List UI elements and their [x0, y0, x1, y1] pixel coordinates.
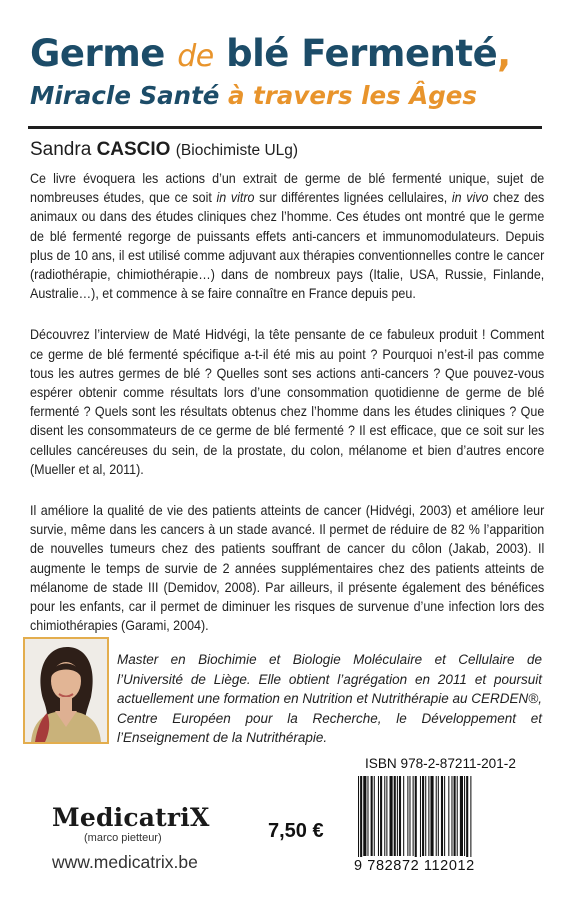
barcode-bar — [386, 776, 387, 856]
barcode-bar — [360, 776, 362, 862]
author-line — [30, 138, 298, 163]
barcode-bar — [413, 776, 414, 856]
barcode-bar — [428, 776, 429, 856]
barcode-bar — [367, 776, 368, 856]
barcode-bar — [430, 776, 433, 856]
barcode-bar — [407, 776, 408, 856]
book-title — [30, 32, 511, 79]
subtitle-accent: à travers les Âges — [227, 81, 477, 110]
blurb-paragraph-1-segment: in vitro — [216, 190, 255, 206]
barcode-bar — [415, 776, 417, 862]
title-divider — [28, 126, 542, 129]
author-portrait-illustration — [25, 639, 107, 742]
blurb-paragraph-1 — [30, 169, 544, 303]
author-first-name: Sandra — [30, 139, 92, 160]
barcode-bar — [384, 776, 385, 856]
barcode-bar — [460, 776, 463, 856]
barcode-bar — [397, 776, 398, 856]
author-bio: Master en Biochimie et Biologie Moléculaire et Cellulaire de l’Université de Liège. Elle obtient l’agrégation en 2011 et poursuit actuellement une formation en Nutrition et Nutrithérapie au CERDEN®, Centre Européen pour la Recherche, le Développement et l’Enseignement de la Nutrithérapie. — [117, 652, 542, 746]
barcode-bar — [448, 776, 449, 856]
barcode-bar — [394, 776, 396, 856]
barcode-bar — [441, 776, 443, 856]
barcode-bar — [451, 776, 452, 856]
blurb-paragraph-1-segment: chez des animaux ou dans des études cliniques chez l’homme. Ces études ont montré que le germe de blé fermenté regorge de puissants effets anti-cancers et immunomodulateurs. Depuis plus de 10 ans, il est utilisé comme adjuvant aux thérapies conventionnelles contre le cancer (radiothérapie, chimiothérapie…) dans de nombreux pays (Italie, USA, Russie, Finlande, Australie…), et commence à se faire connaître en France depuis peu. — [30, 190, 545, 302]
subtitle-part1: Miracle Santé — [30, 81, 228, 110]
barcode-bar — [425, 776, 426, 856]
barcode-bar — [444, 776, 445, 856]
isbn-label: ISBN 978-2-87211-201-2 — [365, 756, 516, 771]
barcode-bar — [436, 776, 437, 856]
barcode-bar — [399, 776, 401, 856]
barcode-bar — [422, 776, 424, 856]
barcode-bar — [438, 776, 439, 856]
barcode-bar — [464, 776, 465, 856]
author-role: (Biochimiste ULg) — [175, 142, 299, 159]
barcode — [354, 776, 532, 862]
barcode-bar — [457, 776, 458, 856]
blurb-paragraph-1-segment: in vivo — [451, 190, 489, 206]
barcode-bar — [371, 776, 373, 856]
barcode-bar — [390, 776, 393, 856]
barcode-bar — [420, 776, 421, 862]
barcode-bar — [374, 776, 375, 856]
barcode-bar — [454, 776, 456, 856]
author-photo — [23, 637, 109, 744]
blurb-paragraph-1-segment: sur différentes lignées cellulaires, — [254, 190, 452, 206]
price: 7,50 € — [268, 820, 324, 842]
publisher-logo: MedicatriX — [52, 803, 210, 832]
title-comma: , — [497, 32, 511, 75]
title-part1: Germe — [30, 32, 178, 75]
title-part2: blé Fermenté — [213, 32, 498, 75]
barcode-bar — [378, 776, 379, 856]
barcode-bar — [363, 776, 366, 856]
barcode-bar — [409, 776, 410, 856]
publisher-subtitle: (marco pietteur) — [84, 832, 162, 844]
barcode-bar — [380, 776, 382, 856]
blurb-paragraph-3: Il améliore la qualité de vie des patients atteints de cancer (Hidvégi, 2003) et améliore leur survie, même dans les cancers à un stade avancé. Il permet de réduire de 82 % l’apparition de nouvelles tumeurs chez des patients souffrant de cancer du côlon (Jakab, 2003). Il augmente le temps de survie de 2 années supplémentaires chez des patients atteints de mélanome de stade III (Demidov, 2008). Par ailleurs, il présente également des bénéfices pour les enfants, car il permet de diminuer les risques de survenue d’une infection lors des chimiothérapies (Garami, 2004). — [30, 503, 545, 634]
barcode-digits: 9 782872 112012 — [354, 857, 532, 875]
barcode-bar — [470, 776, 471, 862]
book-subtitle — [30, 80, 477, 112]
barcode-bar — [358, 776, 359, 862]
barcode-bar — [403, 776, 404, 856]
title-de: de — [177, 39, 214, 74]
blurb-paragraph-2: Découvrez l’interview de Maté Hidvégi, la tête pensante de ce fabuleux produit ! Comment ce germe de blé fermenté spécifique a-t-il été mis au point ? Pourquoi n’est-il pas comme tous les autres germes de blé ? Quelles sont ses actions anti-cancers ? Que pouvez-vous espérer obtenir comme résultats lors d’une consommation quotidienne de germe de blé fermenté ? Quels sont les résultats obtenus chez l’homme dans les études cliniques ? Que disent les consommateurs de ce germe de blé fermenté ? Il est efficace, que ce soit sur les cellules cancéreuses du sein, de la prostate, du colon, mélanome et bien d’autres encore (Mueller et al, 2011). — [30, 327, 545, 477]
blurb — [30, 169, 545, 657]
author-last-name: CASCIO — [96, 139, 171, 160]
barcode-bar — [466, 776, 468, 862]
publisher-website: www.medicatrix.be — [52, 852, 198, 872]
blurb-paragraph-1-segment: Ce livre évoquera les actions d’un extrait de germe de blé fermenté unique, sujet de nombreuses études, que ce soit — [30, 171, 545, 206]
